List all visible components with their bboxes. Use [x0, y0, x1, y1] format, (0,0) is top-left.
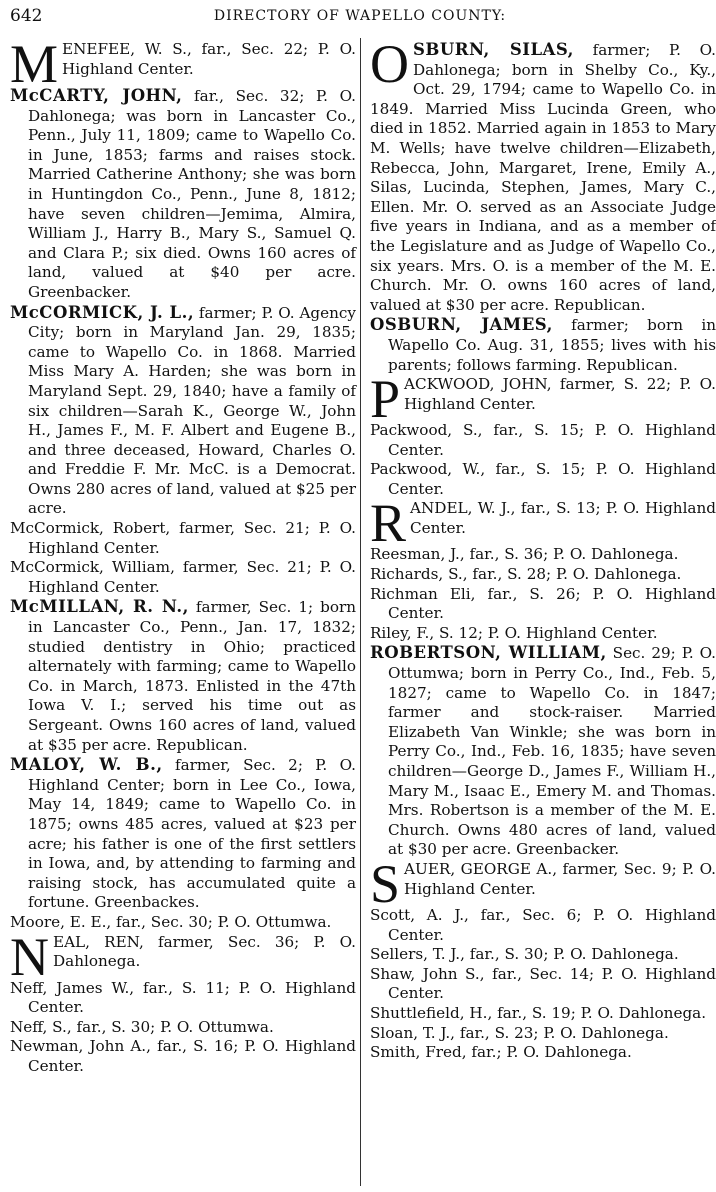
entry-text: far., S. 30; P. O. Dahlonega.	[464, 945, 679, 964]
entry-text: far., S. 11; P. O. Highland Center.	[28, 978, 356, 1017]
entry-text: farmer, Sec. 21; P. O. Highland Center.	[28, 558, 357, 596]
directory-entry	[370, 421, 716, 460]
directory-entry	[10, 86, 356, 303]
entry-text: far., Sec. 6; P. O. Highland Center.	[388, 905, 716, 944]
right-column	[370, 34, 716, 1063]
entry-text: far., S. 13; P. O. Highland Center.	[410, 499, 716, 538]
entry-name: Neff, S.,	[10, 1017, 72, 1036]
directory-entry	[10, 519, 356, 558]
directory-entry	[370, 585, 716, 624]
directory-entry	[370, 1024, 716, 1044]
entry-name: SBURN, SILAS,	[413, 40, 574, 59]
entry-name: Sellers, T. J.,	[370, 945, 465, 964]
entry-name: Richman Eli,	[370, 584, 476, 603]
entry-name: McMILLAN, R. N.,	[10, 597, 189, 617]
entry-text: farmer, S. 22; P. O. Highland Center.	[404, 375, 716, 413]
directory-entry	[370, 1043, 716, 1063]
entry-text: far., S. 30; P. O. Ottumwa.	[71, 1017, 274, 1036]
entry-name: Reesman, J.,	[370, 545, 465, 564]
running-head: DIRECTORY OF WAPELLO COUNTY:	[213, 8, 507, 24]
page-number: 642	[10, 6, 43, 26]
entry-text: far.; P. O. Dahlonega.	[466, 1043, 632, 1062]
directory-entry	[10, 597, 356, 755]
column-divider	[360, 38, 361, 1186]
drop-cap-letter: S	[370, 853, 401, 914]
directory-entry	[370, 945, 716, 965]
entry-name: ANDEL, W. J.,	[410, 499, 516, 518]
entry-text: farmer, Sec. 36; P. O. Dahlonega.	[53, 932, 357, 971]
entry-text: farmer; P. O. Agency City; born in Maryland Jan. 29, 1835; came to Wapello Co. in 1868. Married Miss Mary A. Harden; she was born in Maryland Sept. 29, 1840; have a family of six children—Sarah K., George W., John H., James F., M. F. Albert and Eugene B., and three deceased, Howard, Charles O. and Freddie F. Mr. McC. is a Democrat. Owns 280 acres of land, valued at $25 per acre.	[28, 303, 357, 518]
entry-name: McCORMICK, J. L.,	[10, 302, 195, 322]
entry-name: Moore, E. E.,	[10, 912, 112, 931]
directory-entry	[10, 1037, 356, 1076]
directory-entry	[10, 913, 356, 933]
entry-text: far., S. 15; P. O. Highland Center.	[388, 421, 716, 459]
directory-entry	[370, 965, 716, 1004]
directory-entry	[370, 493, 716, 554]
entry-text: farmer; born in Wapello Co. Aug. 31, 1855; lives with his parents; follows farming. Republican.	[388, 316, 716, 374]
page-header	[10, 6, 710, 32]
entry-text: S. 12; P. O. Highland Center.	[434, 623, 658, 642]
drop-cap-letter: R	[370, 493, 407, 554]
entry-name: Newman, John A.,	[10, 1037, 151, 1056]
entry-text: far., Sec. 30; P. O. Ottumwa.	[111, 912, 332, 931]
directory-entry	[10, 926, 357, 987]
entry-name: AUER, GEORGE A.,	[404, 859, 558, 878]
entry-text: far., S. 15; P. O. Highland Center.	[388, 460, 716, 498]
entry-name: Shuttlefield, H.,	[370, 1003, 493, 1022]
entry-text: far., S. 23; P. O. Dahlonega.	[455, 1023, 669, 1042]
directory-entry	[370, 906, 716, 945]
directory-entry	[10, 303, 356, 520]
entry-name: OSBURN, JAMES,	[370, 315, 553, 335]
entry-name: Sloan, T. J.,	[370, 1023, 456, 1042]
entry-name: McCormick, William,	[10, 558, 175, 577]
drop-cap-letter: O	[370, 34, 409, 94]
directory-entry	[10, 979, 356, 1018]
drop-cap-letter: N	[10, 926, 49, 987]
entry-name: ACKWOOD, JOHN,	[404, 375, 552, 394]
entry-text: far., S. 16; P. O. Highland Center.	[28, 1037, 356, 1075]
entry-text: Sec. 29; P. O. Ottumwa; born in Perry Co., Ind., Feb. 5, 1827; came to Wapello Co. in 1847; farmer and stock-raiser. Married Elizabeth Van Winkle; she was born in Perry Co., Ind., Feb. 16, 1835; have seven children—George D., James F., William H., Mary M., Isaac E., Emery M. and Thomas. Mrs. Robertson is a member of the M. E. Church. Owns 480 acres of land, valued at $30 per acre. Greenbacker.	[388, 644, 716, 859]
directory-entry	[370, 545, 716, 565]
entry-text: farmer, Sec. 1; born in Lancaster Co., Penn., Jan. 17, 1832; studied dentistry in Ohio; practiced alternately with farming; came to Wapello Co. in March, 1873. Enlisted in the 47th Iowa V. I.; served his time out as Sergeant. Owns 160 acres of land, valued at $35 per acre. Republican.	[28, 598, 357, 754]
entry-name: Riley, F.,	[370, 623, 435, 642]
entry-text: farmer, Sec. 21; P. O. Highland Center.	[28, 519, 357, 557]
entry-name: Shaw, John S.,	[370, 964, 485, 983]
entry-text: far., S. 36; P. O. Dahlonega.	[464, 545, 679, 564]
directory-entry	[370, 460, 716, 499]
directory-entry	[370, 1004, 716, 1024]
entry-text: farmer, Sec. 2; P. O. Highland Center; born in Lee Co., Iowa, May 14, 1849; came to Wapello Co. in 1875; owns 485 acres, valued at $23 per acre; his father is one of the first settlers in Iowa, and, by attending to farming and raising stock, has accumulated quite a fortune. Greenbackes.	[28, 756, 356, 912]
directory-entry	[370, 315, 716, 375]
directory-entry	[370, 624, 716, 644]
entry-name: Packwood, W.,	[370, 460, 486, 479]
entry-text: far., S. 26; P. O. Highland Center.	[388, 584, 716, 623]
directory-entry	[370, 565, 716, 585]
entry-name: Scott, A. J.,	[370, 905, 469, 924]
entry-name: Packwood, S.,	[370, 421, 483, 440]
entry-name: ROBERTSON, WILLIAM,	[370, 643, 607, 663]
entry-name: MALOY, W. B.,	[10, 755, 163, 775]
entry-text: far., S. 28; P. O. Dahlonega.	[467, 565, 682, 584]
entry-text: far., Sec. 32; P. O. Dahlonega; was born in Lancaster Co., Penn., July 11, 1809; came to Wapello Co. in June, 1853; farms and raises stock. Married Catherine Anthony; she was born in Huntingdon Co., Penn., June 8, 1812; have seven children—Jemima, Almira, William J., Harry B., Mary S., Samuel Q. and Clara P.; six died. Owns 160 acres of land, valued at $40 per acre. Greenbacker.	[28, 87, 356, 301]
directory-entry	[10, 1018, 356, 1038]
entry-text: far., Sec. 14; P. O. Highland Center.	[388, 964, 716, 1003]
entry-text: , far., Sec. 22; P. O. Highland Center.	[62, 40, 356, 78]
directory-entry	[370, 34, 716, 315]
left-column	[10, 34, 357, 1077]
directory-entry	[370, 853, 716, 914]
entry-name: McCormick, Robert,	[10, 519, 171, 538]
entry-text: farmer, Sec. 9; P. O. Highland Center.	[404, 859, 716, 898]
entry-text: far., S. 19; P. O. Dahlonega.	[492, 1003, 707, 1022]
entry-name: ENEFEE, W. S.	[62, 40, 187, 58]
drop-cap-letter: P	[370, 369, 401, 430]
directory-entry	[10, 34, 356, 94]
entry-name: EAL, REN,	[53, 932, 144, 951]
entry-text: farmer; P. O. Dahlonega; born in Shelby Co., Ky., Oct. 29, 1794; came to Wapello Co. in 1849. Married Miss Lucinda Green, who died in 1852. Married again in 1853 to Mary M. Wells; have twelve children—Elizabeth, Rebecca, John, Margaret, Irene, Emily A., Silas, Lucinda, Stephen, James, Mary C., Ellen. Mr. O. served as an Associate Judge five years in Indiana, and as a member of the Legislature and as Judge of Wapello Co., six years. Mrs. O. is a member of the M. E. Church. Mr. O. owns 160 acres of land, valued at $30 per acre. Republican.	[370, 41, 716, 314]
drop-cap-letter: M	[10, 34, 59, 94]
entry-name: McCARTY, JOHN,	[10, 86, 183, 105]
directory-entry	[370, 369, 716, 430]
directory-entry	[10, 755, 356, 913]
entry-name: Neff, James W.,	[10, 978, 135, 997]
entry-name: Richards, S.,	[370, 565, 468, 584]
directory-entry	[370, 643, 716, 860]
entry-name: Smith, Fred,	[370, 1043, 467, 1062]
directory-entry	[10, 558, 356, 597]
